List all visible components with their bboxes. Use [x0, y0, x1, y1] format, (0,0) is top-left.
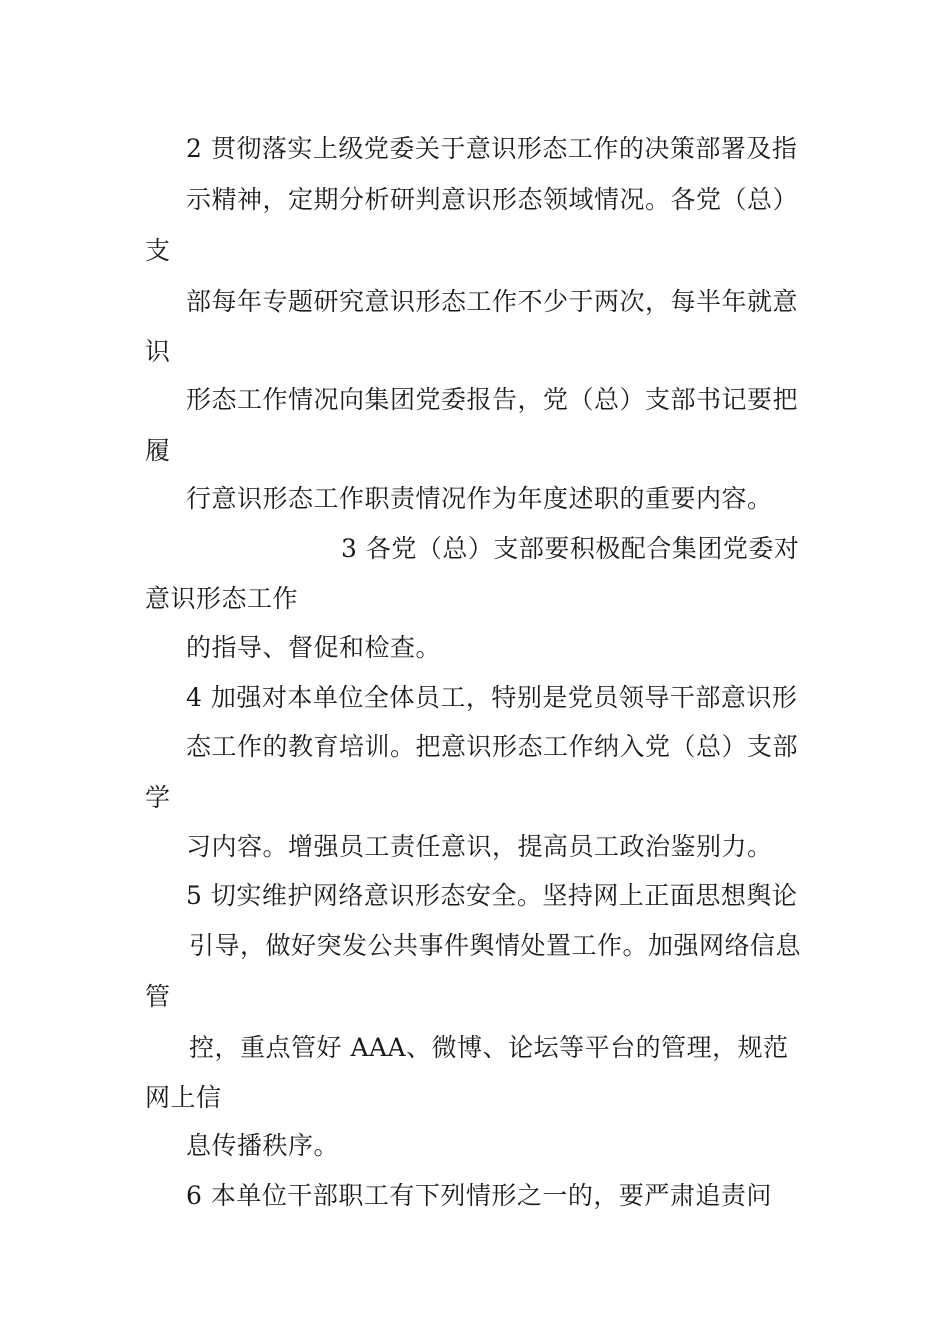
paragraph-line: 的指导、督促和检查。 [186, 633, 442, 662]
paragraph-line: 5 切实维护网络意识形态安全。坚持网上正面思想舆论 [186, 881, 798, 910]
paragraph-line: 息传播秩序。 [186, 1131, 340, 1160]
paragraph-line: 2 贯彻落实上级党委关于意识形态工作的决策部署及指 [186, 134, 798, 163]
paragraph-line: 6 本单位干部职工有下列情形之一的，要严肃追责问 [186, 1181, 772, 1210]
paragraph-line: 支 [145, 236, 171, 265]
paragraph-line: 4 加强对本单位全体员工，特别是党员领导干部意识形 [186, 683, 798, 712]
paragraph-line: 网上信 [145, 1083, 222, 1112]
paragraph-line: 态工作的教育培训。把意识形态工作纳入党（总）支部 [186, 732, 799, 761]
paragraph-line: 控，重点管好 AAA、微博、论坛等平台的管理，规范 [189, 1033, 789, 1062]
paragraph-line: 识 [145, 337, 171, 366]
paragraph-line: 形态工作情况向集团党委报告，党（总）支部书记要把 [186, 385, 799, 414]
paragraph-line: 示精神，定期分析研判意识形态领域情况。各党（总） [186, 185, 799, 214]
paragraph-line: 行意识形态工作职责情况作为年度述职的重要内容。 [186, 484, 773, 513]
paragraph-line: 意识形态工作 [145, 584, 299, 613]
paragraph-line: 履 [145, 436, 171, 465]
paragraph-line: 学 [145, 783, 171, 812]
paragraph-line: 部每年专题研究意识形态工作不少于两次，每半年就意 [186, 287, 799, 316]
paragraph-line: 3 各党（总）支部要积极配合集团党委对 [341, 534, 800, 563]
paragraph-line: 管 [145, 982, 171, 1011]
paragraph-line: 引导，做好突发公共事件舆情处置工作。加强网络信息 [189, 931, 802, 960]
paragraph-line: 习内容。增强员工责任意识，提高员工政治鉴别力。 [186, 832, 773, 861]
